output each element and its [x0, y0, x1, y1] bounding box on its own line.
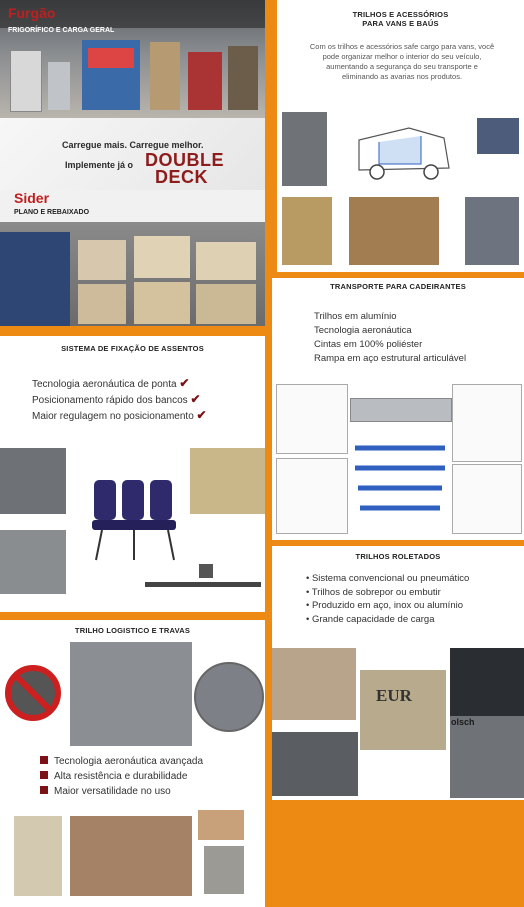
cadeirantes-item: Tecnologia aeronáutica: [314, 325, 412, 336]
tagline-line1: Carregue mais. Carregue melhor.: [62, 140, 204, 150]
roletados-title: TRILHOS ROLETADOS: [355, 552, 441, 561]
pallet-label: EUR: [376, 686, 412, 705]
logistico-list: [40, 754, 203, 799]
van-illustration: [349, 120, 459, 190]
prohibited-icon: [4, 664, 62, 722]
bullet-icon: [40, 786, 48, 794]
van-cargo-photo-2: [349, 197, 439, 265]
assentos-list: [32, 376, 207, 424]
van-shelf-photo: [477, 118, 519, 154]
seat-rail-photo-3: [0, 530, 66, 594]
van-cargo-photo-1: [282, 197, 332, 265]
tagline-line2: Implemente já o: [65, 160, 134, 170]
roletados-item: • Produzido em aço, inox ou alumínio: [306, 600, 463, 611]
wheelchair-drawing-2: [452, 384, 522, 462]
assentos-item: Posicionamento rápido dos bancos ✔: [32, 392, 201, 406]
logo-double: DOUBLE: [145, 150, 224, 170]
check-icon: ✔: [190, 392, 201, 406]
seat-rail-photo-1: [0, 448, 66, 514]
sider-title: Sider: [14, 190, 50, 206]
rail-install-photo: [70, 816, 192, 896]
lock-bar-photo: [14, 816, 62, 896]
logistico-item: Alta resistência e durabilidade: [40, 769, 203, 784]
logistic-rail-photo: [70, 642, 192, 746]
pallet-photo: [360, 670, 446, 750]
van-cargo-photo-3: [465, 197, 519, 265]
roller-boxes-photo: [272, 648, 356, 720]
furgao-subtitle: FRIGORÍFICO E CARGA GERAL: [8, 27, 115, 34]
rail-detail-circle: [194, 662, 264, 732]
assentos-item: Tecnologia aeronáutica de ponta ✔: [32, 376, 190, 390]
cadeirantes-item: Trilhos em alumínio: [314, 311, 397, 322]
assentos-panel: [0, 336, 265, 612]
straps-photo: [350, 428, 450, 520]
wheelchair-drawing-1: [276, 384, 348, 454]
rail-photo: [350, 398, 452, 422]
rail-piece-photo: [198, 810, 244, 840]
photo-overlay-text: olsch: [451, 717, 475, 727]
logistico-panel: [0, 620, 265, 907]
assentos-item: Maior regulagem no posicionamento ✔: [32, 408, 207, 422]
wheelchair-drawing-4: [452, 464, 522, 534]
roller-track-photo-2: [272, 732, 358, 796]
van-interior-photo: [282, 112, 327, 186]
logistico-item: Tecnologia aeronáutica avançada: [40, 754, 203, 769]
roletados-item: • Trilhos de sobrepor ou embutir: [306, 586, 441, 598]
trilhos-description: Com os trilhos e acessórios safe cargo para vans, você pode organizar melhor o interior do seu veículo, aumentando a segurança do seu transporte e eliminando as avarias nos produtos.: [309, 42, 495, 81]
trilhos-panel: [277, 0, 524, 272]
check-icon: ✔: [196, 408, 207, 422]
sider-photo: [0, 222, 265, 326]
furgao-title: Furgão: [8, 5, 56, 21]
cadeirantes-panel: [272, 278, 524, 540]
assentos-title: SISTEMA DE FIXAÇÃO DE ASSENTOS: [61, 344, 204, 353]
roletados-item: • Sistema convencional ou pneumático: [306, 573, 470, 584]
rail-fitting-drawing: [143, 560, 263, 600]
logistico-item: Maior versatilidade no uso: [40, 784, 203, 799]
roletados-item: • Grande capacidade de carga: [306, 613, 435, 625]
bullet-icon: [40, 756, 48, 764]
wheelchair-drawing-3: [276, 458, 348, 534]
check-icon: ✔: [179, 376, 190, 390]
trilhos-title-2: PARA VANS E BAÚS: [362, 19, 439, 28]
bracket-photo: [204, 846, 244, 894]
roller-track-photo-3: [450, 716, 524, 798]
seats-photo: [88, 476, 180, 564]
seat-rail-photo-2: [190, 448, 265, 514]
furgao-panel: [0, 0, 265, 326]
logistico-title: TRILHO LOGISTICO E TRAVAS: [74, 626, 191, 635]
cadeirantes-item: Cintas em 100% poliéster: [314, 339, 423, 350]
bullet-icon: [40, 771, 48, 779]
roller-track-photo-1: [450, 648, 524, 716]
double-deck-logo: [145, 152, 225, 186]
cadeirantes-list: [314, 310, 466, 366]
logo-deck: DECK: [155, 167, 209, 187]
roletados-panel: [272, 546, 524, 800]
cadeirantes-item: Rampa em aço estrutural articulável: [314, 353, 467, 364]
trilhos-title-1: TRILHOS E ACESSÓRIOS: [352, 10, 449, 19]
roletados-list: [306, 572, 469, 626]
tagline-area: [0, 118, 265, 190]
sider-subtitle: PLANO E REBAIXADO: [14, 209, 90, 216]
cadeirantes-title: TRANSPORTE PARA CADEIRANTES: [330, 282, 466, 291]
